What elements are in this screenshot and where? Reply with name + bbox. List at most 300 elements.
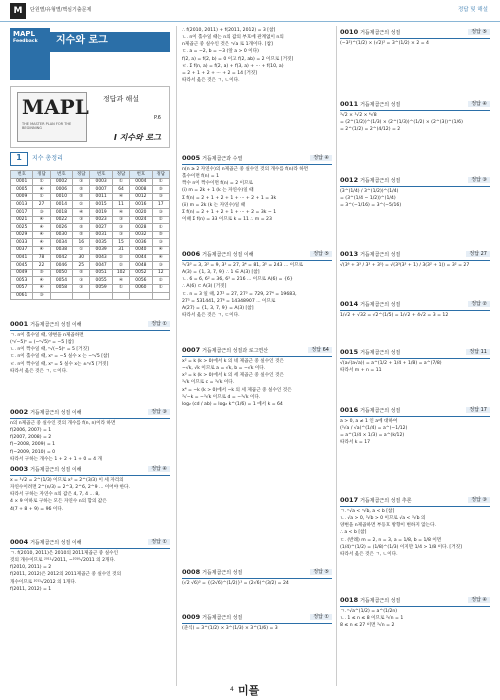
- solution-block: [340, 250, 490, 270]
- problem-title: [340, 300, 490, 311]
- table-cell: ③: [152, 239, 169, 247]
- solution-line: ㄹ. Σ f(n, a) = f(2, a) + f(3, a) + ··· + f(10, a): [182, 63, 284, 69]
- table-cell: 0042: [50, 254, 72, 262]
- table-cell: 17: [152, 201, 169, 209]
- problem-number: 0003: [10, 465, 29, 473]
- table-cell: 0025: [11, 224, 33, 232]
- answer-badge: 정답 ⑤: [310, 251, 332, 257]
- solution-line: ³√k 이므로 c = ³√k 이다.: [182, 380, 235, 386]
- problem-topic: 거듭제곱근의 성질: [360, 350, 401, 356]
- solution-body: [10, 478, 170, 512]
- problem-title: [340, 496, 490, 507]
- solution-line: ㄴ. √a > 0, ³√b > 0 이므로 √a < ³√b 의: [340, 516, 426, 522]
- problem-topic: 거듭제곱근의 성질: [360, 178, 401, 184]
- problem-topic: 거듭제곱근의 성질과 로그연산: [202, 348, 269, 354]
- table-cell: ③: [152, 208, 169, 216]
- answer-badge: 정답 ⑤: [468, 29, 490, 35]
- solution-block: [10, 408, 170, 464]
- table-cell: 78: [33, 254, 50, 262]
- table-cell: 0022: [50, 216, 72, 224]
- solution-body: [10, 551, 170, 592]
- table-cell: 0041: [11, 254, 33, 262]
- table-cell: 0007: [90, 186, 112, 194]
- table-row: [11, 224, 170, 232]
- table-cell: 0046: [50, 262, 72, 270]
- solution-body: [182, 581, 332, 587]
- solution-line: A(3) = {1, 3, 7, 9} ∴ 1 ∈ A(3) [참]: [182, 270, 260, 276]
- solution-line: (√2 √6)³ = {(2√6)^(1/2)}³ = (2√6)^(3/2) = 24: [182, 581, 289, 586]
- table-cell: 12: [152, 269, 169, 277]
- table-cell: ③: [73, 216, 90, 224]
- solution-body: [340, 263, 490, 269]
- table-cell: ④: [33, 284, 50, 292]
- problem-number: 0011: [340, 100, 359, 108]
- answer-table-header-cell: 번호: [130, 171, 152, 179]
- table-cell: 15: [112, 239, 129, 247]
- problem-topic: 거듭제곱근의 성질: [202, 570, 243, 576]
- solution-block: [182, 346, 332, 409]
- table-cell: 0001: [11, 178, 33, 186]
- solution-body: [10, 333, 170, 374]
- problem-number: 0015: [340, 348, 359, 356]
- table-cell: ①: [152, 224, 169, 232]
- problem-number: 0016: [340, 406, 359, 414]
- table-row: [11, 262, 170, 270]
- solution-line: (i) m = 2k + 1 (k 는 자연수)일 때: [182, 188, 254, 194]
- table-cell: ④: [33, 277, 50, 285]
- book-cover: [17, 92, 87, 142]
- answer-badge: 정답 ③: [148, 409, 170, 415]
- solution-line: 따라서 k = 17: [340, 440, 371, 446]
- problem-number: 0005: [182, 154, 201, 162]
- problem-title: [340, 596, 490, 607]
- solution-line: ㄴ. n이 짝수일 때, ⁿ√(−5)ⁿ = 5 [거짓]: [10, 347, 89, 353]
- table-cell: ⑤: [73, 269, 90, 277]
- solution-line: 따라서 옳은 것은 ㄱ, ㄷ이다.: [10, 368, 68, 374]
- solution-block: [340, 28, 490, 48]
- table-cell: ②: [112, 254, 129, 262]
- solution-line: = (3^(1/4 − 1/2))^(1/4): [340, 196, 396, 202]
- table-cell: 0010: [50, 193, 72, 201]
- answer-table-header-cell: 정답: [33, 171, 50, 179]
- table-cell: 0011: [90, 193, 112, 201]
- solution-line: (ⁿ√−5)ⁿ = (−ⁿ√5)ⁿ = −5 [참]: [10, 340, 74, 346]
- table-cell: ③: [73, 284, 90, 292]
- table-cell: 0017: [11, 208, 33, 216]
- table-cell: 0031: [90, 231, 112, 239]
- table-cell: ⑤: [152, 186, 169, 194]
- table-cell: [90, 292, 112, 300]
- solution-body: [340, 41, 490, 47]
- solution-line: 1/√2 + √32 = √2^(1/5) = 1/√2 + 4√2 = 3 = 12: [340, 313, 449, 318]
- solution-line: ㄹ. n이 짝수일 때, xⁿ = 5 실수 x는 ±ⁿ√5 [거짓]: [10, 361, 109, 367]
- table-cell: 0035: [90, 239, 112, 247]
- table-cell: 0057: [11, 284, 33, 292]
- solution-line: ³√2 × ³√2 × ⁶√8: [340, 113, 377, 118]
- table-cell: ②: [112, 262, 129, 270]
- section-label: 지수 총정리: [32, 155, 63, 162]
- table-row: [11, 216, 170, 224]
- solution-line: a > 0, a ≠ 1 인 a에 대하여: [340, 419, 398, 424]
- solution-line: = 2 + 1 + 2 + ··· + 2 = 14 [거짓]: [182, 70, 257, 76]
- solution-block: [182, 250, 332, 320]
- solution-line: (³√a / √a)^(1/4) = a^(−1/12): [340, 426, 408, 432]
- solution-body: [182, 167, 332, 223]
- problem-number: 0006: [182, 250, 201, 258]
- solution-line: √(a√(a√a)) = a^(1/2 + 1/4 + 1/8) = a^(7/8): [340, 361, 442, 366]
- answer-badge: 정답 ④: [148, 466, 170, 472]
- answer-badge: 정답 ④: [468, 597, 490, 603]
- table-cell: 22: [33, 262, 50, 270]
- solution-line: ㄷ. (반례) m = 2, n = 3, a = 1/8, b = 1/8 이면: [340, 537, 442, 543]
- solution-line: ㄴ. n이 홀수일 때는 n의 값의 부호에 관계없이 n의: [182, 35, 284, 41]
- solution-line: (−3²)^(1/2) × (√2)² = 3^(1/2) × 2 = 4: [340, 41, 429, 46]
- problem-title: [182, 568, 332, 579]
- solution-line: = 3^(−1/16) = 3^(−5/16): [340, 203, 402, 209]
- solution-block: [340, 176, 490, 210]
- answer-badge: 정답 ③: [468, 497, 490, 503]
- problem-title: [182, 250, 332, 261]
- problem-topic: 거듭제곱근의 성질: [360, 102, 401, 108]
- table-cell: 0055: [90, 277, 112, 285]
- table-cell: [73, 292, 90, 300]
- table-cell: ③: [73, 178, 90, 186]
- table-row: [11, 277, 170, 285]
- table-cell: 0006: [50, 186, 72, 194]
- page-number: 4: [230, 686, 234, 693]
- table-cell: ③: [112, 224, 129, 232]
- answer-table-header-cell: 정답: [73, 171, 90, 179]
- problem-number: 0014: [340, 300, 359, 308]
- problem-number: 0012: [340, 176, 359, 184]
- table-cell: ④: [33, 231, 50, 239]
- table-cell: 11: [112, 201, 129, 209]
- table-cell: 16: [73, 239, 90, 247]
- table-cell: ④: [33, 224, 50, 232]
- book-title: 정답과 해설: [103, 95, 140, 103]
- answer-badge: 정답 ①: [310, 614, 332, 620]
- table-cell: 0003: [90, 178, 112, 186]
- problem-topic: 거듭제곱근의 성질: [360, 252, 401, 258]
- column-divider: [176, 26, 177, 686]
- problem-number: 0007: [182, 346, 201, 354]
- table-row: [11, 231, 170, 239]
- table-cell: 0034: [50, 239, 72, 247]
- table-row: [11, 186, 170, 194]
- solution-line: (준식) = 3^(1/2) × 3^(1/3) × 3^(1/6) = 3: [182, 626, 278, 631]
- table-cell: ④: [152, 254, 169, 262]
- problem-topic: 거듭제곱근의 성질 이해: [30, 322, 82, 328]
- problem-title: [10, 408, 170, 419]
- solution-line: Σ f(n) = 2 + 1 + 2 + 1 + ··· + 2 = 3k − 1: [182, 209, 277, 215]
- table-cell: ①: [33, 193, 50, 201]
- solution-line: 따라서 구하는 개수는 1 + 2 + 1 + 0 = 4 개: [10, 456, 102, 462]
- solution-line: 따라서 옳은 것은 ㄱ, ㄴ이다.: [182, 77, 240, 83]
- solution-body: [182, 28, 332, 84]
- section-header: [10, 152, 170, 166]
- table-row: [11, 246, 170, 254]
- table-cell: ⑤: [73, 224, 90, 232]
- book-subtitle: THE MASTER PLAN FOR THE BEGINNING: [22, 122, 72, 131]
- chapter-tag-line2: Feedback: [13, 38, 38, 44]
- solution-line: ³√3³ = 3, 3² = 9, 3³ = 27, 3⁴ = 81, 3⁵ = 243 ... 이므로: [182, 263, 304, 268]
- problem-title: [10, 320, 170, 331]
- table-cell: 0024: [130, 216, 152, 224]
- answer-badge: 정답 ③: [468, 177, 490, 183]
- problem-topic: 거듭제곱근의 성질 이해: [30, 540, 82, 546]
- table-cell: ②: [73, 201, 90, 209]
- problem-number: 0009: [182, 613, 201, 621]
- solution-line: 8 ≤ n ≤ 27 이면 ³√n = 2: [340, 623, 395, 629]
- problem-topic: 거듭제곱근의 성질 이해: [30, 410, 82, 416]
- table-cell: 0020: [130, 208, 152, 216]
- table-cell: ③: [33, 292, 50, 300]
- table-cell: ①: [152, 178, 169, 186]
- table-cell: ③: [73, 277, 90, 285]
- solution-line: ㄷ. n = 3 일 때, 27² = 27, 27³ = 729, 27⁴ = 19683,: [182, 291, 297, 297]
- breadcrumb: 단원별/유형별/핵심기출문제: [30, 7, 92, 13]
- solution-line: n의 n제곱근 중 실수인 것의 개수를 f(n, n)이라 하면: [10, 421, 116, 426]
- page-ref: P.6: [153, 115, 161, 121]
- header-right-label: 정답 및 해설: [457, 7, 488, 13]
- table-cell: ④: [112, 208, 129, 216]
- table-cell: 0038: [50, 246, 72, 254]
- solution-block: [340, 496, 490, 559]
- solution-line: ㄴ. 1 ≤ n ≤ 8 이므로 ³√n = 1: [340, 616, 404, 622]
- problem-topic: 거듭제곱근의 성질: [202, 615, 243, 621]
- table-cell: 0019: [90, 208, 112, 216]
- table-cell: 0004: [130, 178, 152, 186]
- table-row: [11, 178, 170, 186]
- column-1: [10, 28, 170, 592]
- table-cell: ②: [152, 277, 169, 285]
- table-row: [11, 269, 170, 277]
- table-cell: [152, 292, 169, 300]
- table-cell: [50, 292, 72, 300]
- solution-line: f(2011, 2012) = 1: [10, 586, 52, 592]
- table-cell: 0014: [50, 201, 72, 209]
- table-cell: ①: [152, 284, 169, 292]
- table-cell: 0029: [11, 231, 33, 239]
- chapter-tag-line1: MAPL: [13, 30, 35, 38]
- problem-topic: 거듭제곱근과 수열: [202, 156, 243, 162]
- solution-block: [340, 596, 490, 630]
- answer-table-header-cell: 번호: [90, 171, 112, 179]
- solution-body: [340, 189, 490, 209]
- answer-badge: 정답 ④: [468, 101, 490, 107]
- solution-line: 4 × 9 이하로 구하는 모든 자연수 n의 합의 값은: [10, 499, 107, 505]
- table-cell: ③: [152, 262, 169, 270]
- answer-table: [10, 170, 170, 300]
- solution-line: ㄱ. n이 홀수일 때, 양변을 n제곱하면: [10, 333, 84, 338]
- solution-line: ㄴ. 6 = 6, 6² = 36, 6³ = 216 ... 이므로 A(6) = {6}: [182, 277, 293, 283]
- table-row: [11, 284, 170, 292]
- solution-line: ㄱ. f(2010, 2011)은 2010의 2011제곱근 중 실수인: [10, 551, 119, 556]
- table-cell: ③: [152, 193, 169, 201]
- solution-line: 홀수이면 f(n) = 1: [182, 174, 220, 180]
- table-cell: 0052: [130, 269, 152, 277]
- solution-block: [340, 348, 490, 375]
- solution-line: Σ f(n) = 2 + 1 + 2 + 1 + ··· + 2 + 1 = 3k: [182, 195, 277, 201]
- solution-line: 따라서 옳은 것은 ㄱ, ㄷ이다.: [182, 312, 240, 318]
- answer-badge: 정답 64: [308, 347, 332, 353]
- solution-line: n제곱근 중 실수인 것은 ⁿ√a 로 1개이다. [참]: [182, 42, 273, 48]
- problem-number: 0017: [340, 496, 359, 504]
- problem-number: 0013: [340, 250, 359, 258]
- solution-block: [340, 300, 490, 320]
- table-cell: 102: [112, 269, 129, 277]
- table-cell: 0053: [11, 277, 33, 285]
- solution-body: [340, 361, 490, 374]
- table-cell: ⑤: [73, 231, 90, 239]
- table-cell: 64: [112, 186, 129, 194]
- table-cell: 0037: [11, 246, 33, 254]
- solution-body: [340, 509, 490, 557]
- problem-number: 0002: [10, 408, 29, 416]
- solution-line: (ii) m = 2k (k 는 자연수)일 때: [182, 202, 246, 208]
- table-row: [11, 254, 170, 262]
- solution-line: = 2^(1/2) = 2^(4/12) = 2: [340, 127, 401, 133]
- table-cell: 0030: [50, 231, 72, 239]
- table-cell: ④: [33, 216, 50, 224]
- solution-line: A(27) = {1, 3, 7, 9} = A(3) [참]: [182, 305, 254, 311]
- table-cell: [130, 292, 152, 300]
- book-banner: [10, 86, 170, 148]
- problem-topic: 거듭제곱근의 성질 추론: [360, 498, 412, 504]
- table-cell: 0058: [50, 284, 72, 292]
- section-title: I 지수와 로그: [113, 133, 161, 142]
- problem-topic: 거듭제곱근의 성질: [360, 408, 401, 414]
- solution-line: x³ = k (k > 0)에서 k 의 세 제곱근 중 실수인 것은: [182, 373, 284, 379]
- table-cell: ③: [112, 231, 129, 239]
- column-divider: [336, 26, 337, 686]
- table-cell: ①: [33, 178, 50, 186]
- solution-line: −√k, √k 이므로 a = √k, b = −√k 이다.: [182, 366, 266, 372]
- table-cell: 0036: [130, 239, 152, 247]
- answer-table-header: [11, 171, 170, 179]
- solution-line: 27⁵ = 531441, 27⁶ = 14348907 ... 이므로: [182, 298, 276, 304]
- solution-line: (1/4)^(1/2) = (1/8)^(1/3) 이지만 1/4 > 1/8 이다. [거짓]: [340, 544, 462, 550]
- solution-line: ㄷ. n이 홀수일 때, xⁿ = −5 실수 x 는 −ⁿ√5 [참]: [10, 354, 110, 360]
- solution-line: x⁴ = −k (k > 0)에서 −k 의 세 제곱근 중 실수인 것은: [182, 387, 292, 393]
- answer-table-header-cell: 정답: [112, 171, 129, 179]
- problem-title: [340, 348, 490, 359]
- solution-body: [10, 421, 170, 462]
- table-cell: [112, 292, 129, 300]
- answer-table-header-cell: 정답: [152, 171, 169, 179]
- solution-body: [340, 419, 490, 446]
- solution-line: 따라서 옳은 것은 ㄱ, ㄴ이다.: [340, 551, 398, 557]
- top-bar: [0, 0, 500, 22]
- brand-logo: 미플: [238, 684, 260, 697]
- table-cell: 0008: [130, 186, 152, 194]
- table-cell: ④: [33, 239, 50, 247]
- table-cell: 0047: [90, 262, 112, 270]
- problem-topic: 거듭제곱근의 성질 이해: [30, 467, 82, 473]
- solution-line: = (2^(1/2))^(1/3) × (2^(1/3))^(1/2) × (2^(3))^(1/6): [340, 120, 463, 126]
- answer-badge: 정답 27: [466, 251, 490, 257]
- chapter-header: [10, 28, 170, 80]
- solution-block: [10, 320, 170, 376]
- solution-line: f(2011, 2012)은 2012의 2011제곱근 중 실수인 것의: [10, 572, 122, 578]
- table-cell: ②: [152, 216, 169, 224]
- solution-line: f(2006, 2007) = 1: [10, 428, 52, 434]
- problem-number: 0001: [10, 320, 29, 328]
- table-cell: 0023: [90, 216, 112, 224]
- solution-line: x = ³√2 = 2^(1/3) 이므로 x³ = 2^(3/3) 이 세 자리의: [10, 478, 124, 483]
- table-cell: 0027: [90, 224, 112, 232]
- answer-table-header-cell: 번호: [11, 171, 33, 179]
- table-cell: ④: [152, 246, 169, 254]
- problem-title: [182, 346, 332, 357]
- solution-line: ∴ f(2010, 2011) + f(2011, 2012) = 3 [참]: [182, 28, 276, 33]
- solution-body: [340, 609, 490, 629]
- table-cell: 0033: [11, 239, 33, 247]
- table-cell: ⑤: [73, 193, 90, 201]
- solution-line: ㄷ. a = −2, b = −3 (앞 a > 0 이다): [182, 49, 259, 55]
- problem-number: 0008: [182, 568, 201, 576]
- problem-title: [340, 28, 490, 39]
- table-cell: 0049: [11, 269, 33, 277]
- table-cell: 0026: [50, 224, 72, 232]
- table-cell: 0015: [90, 201, 112, 209]
- solution-line: ∴ A(6) ⊂ A(3) [거짓]: [182, 284, 227, 290]
- table-cell: ④: [73, 208, 90, 216]
- problem-title: [340, 176, 490, 187]
- solution-line: (3^(1/4) / 3^(1/2))^(1/4): [340, 189, 399, 194]
- solution-block: [182, 28, 332, 85]
- table-cell: 0018: [50, 208, 72, 216]
- table-cell: 0009: [11, 193, 33, 201]
- table-row: [11, 239, 170, 247]
- table-cell: 30: [73, 254, 90, 262]
- table-row: [11, 208, 170, 216]
- answer-badge: 정답 11: [466, 349, 490, 355]
- chapter-title: 지수와 로그: [50, 32, 170, 52]
- answer-badge: 정답 ④: [310, 155, 332, 161]
- table-cell: 0044: [130, 254, 152, 262]
- answer-badge: 정답 17: [466, 407, 490, 413]
- problem-title: [182, 154, 332, 165]
- solution-body: [340, 113, 490, 133]
- problem-title: [340, 250, 490, 261]
- solution-block: [182, 568, 332, 588]
- table-cell: 0016: [130, 201, 152, 209]
- footer: [0, 684, 500, 700]
- table-cell: 0045: [11, 262, 33, 270]
- table-cell: 0056: [130, 277, 152, 285]
- table-cell: 0048: [130, 262, 152, 270]
- solution-line: 이때 Σ f(n) = 33 이므로 k = 11 ∴ m = 23: [182, 216, 272, 222]
- solution-line: √(3⁶ + 3³ / 3³ + 3¹) = √(3³(3³ + 1) / 3(3² + 1)) = 3² = 27: [340, 263, 470, 268]
- book-name: MAPL: [22, 95, 89, 119]
- solution-line: 자연수이려면 2^(n/3) = 2^3, 2^6, 2^9 ... 이어야 한다.: [10, 485, 130, 491]
- table-cell: ④: [33, 246, 50, 254]
- solution-line: ∴ a < b [참]: [340, 530, 367, 536]
- problem-topic: 거듭제곱근의 성질 이해: [202, 252, 254, 258]
- solution-body: [182, 263, 332, 319]
- solution-line: 양변을 n제곱하면 부등호 방향이 변하지 않는다.: [340, 523, 436, 529]
- solution-block: [182, 154, 332, 224]
- problem-title: [10, 538, 170, 549]
- table-cell: 31: [112, 246, 129, 254]
- problem-number: 0004: [10, 538, 29, 546]
- table-row: [11, 193, 170, 201]
- solution-block: [10, 538, 170, 594]
- table-cell: 0005: [11, 186, 33, 194]
- solution-line: 4(7 + 8 + 9) = 96 이다.: [10, 506, 64, 512]
- table-cell: ⑤: [73, 186, 90, 194]
